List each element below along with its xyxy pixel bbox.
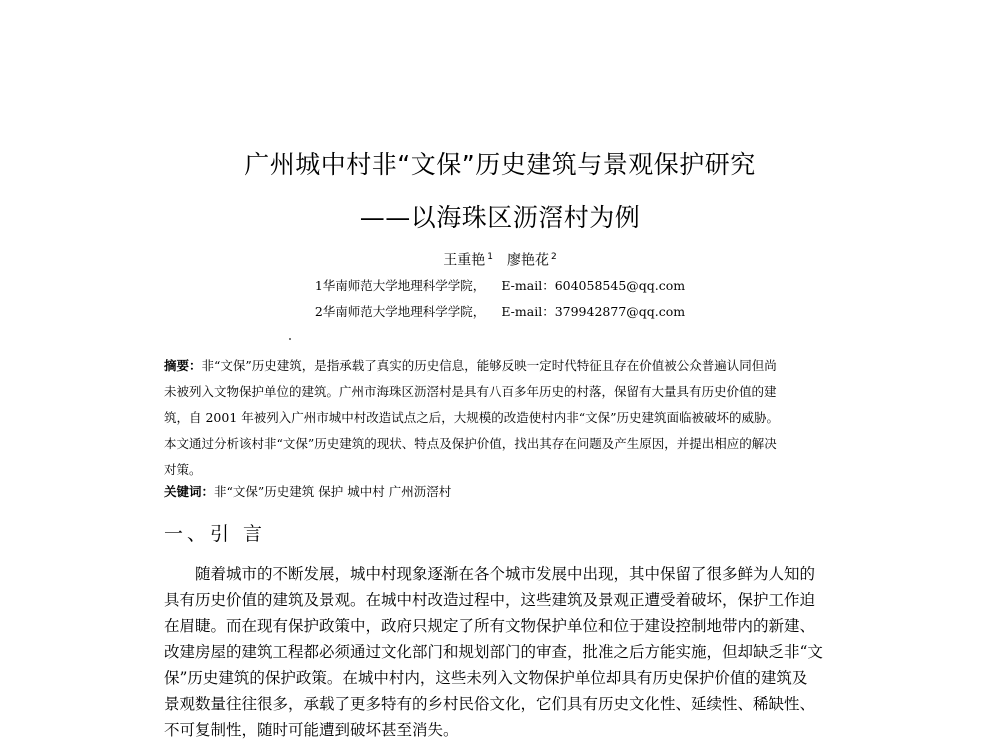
abstract-label: 摘要： [164,358,202,373]
affiliation-org: 2华南师范大学地理科学学院， [314,304,486,319]
abstract-line: 未被列入文物保护单位的建筑。广州市海珠区沥滘村是具有八百多年历史的村落，保留有大量具有历史价值的建 [164,384,777,399]
body-line: 不可复制性，随时可能遭到破坏甚至消失。 [164,721,459,739]
body-line: 在眉睫。而在现有保护政策中，政府只规定了所有文物保护单位和位于建设控制地带内的新建、 [164,617,816,635]
affiliation-2 [0,304,1000,320]
body-line: 改建房屋的建筑工程都必须通过文化部门和规划部门的审查，批准之后方能实施，但却缺乏非“文 [164,643,823,661]
abstract-line: 本文通过分析该村非“文保”历史建筑的现状、特点及保护价值，找出其存在问题及产生原因，并提出相应的解决 [164,436,777,451]
affiliation-email: E-mail：604058545@qq.com [501,278,686,293]
author-mark: 2 [551,252,557,262]
abstract [164,353,879,483]
section-body-introduction [164,561,879,743]
author-name: 廖艳花 [507,252,549,269]
keywords-text: 非“文保”历史建筑 保护 城中村 广州沥滘村 [214,484,452,499]
scan-speck [289,338,291,340]
paper-title: 广州城中村非“文保”历史建筑与景观保护研究 [244,150,756,179]
author-list [0,248,1000,270]
affiliation-org: 1华南师范大学地理科学学院， [314,278,486,293]
body-line: 随着城市的不断发展，城中村现象逐渐在各个城市发展中出现，其中保留了很多鲜为人知的 [195,565,816,583]
body-line: 景观数量往往很多，承载了更多特有的乡村民俗文化，它们具有历史文化性、延续性、稀缺性、 [164,695,816,713]
affiliation-email: E-mail：379942877@qq.com [501,304,686,319]
paper-subtitle: ——以海珠区沥滘村为例 [359,203,641,232]
author-name: 王重艳 [443,252,486,269]
abstract-line: 筑，自 2001 年被列入广州市城中村改造试点之后，大规模的改造使村内非“文保”历史建筑面临被破坏的威胁。 [164,410,780,425]
body-line: 保”历史建筑的保护政策。在城中村内，这些未列入文物保护单位却具有历史保护价值的建筑及 [164,669,808,687]
body-line: 具有历史价值的建筑及景观。在城中村改造过程中，这些建筑及景观正遭受着破坏，保护工作迫 [164,591,816,609]
section-heading-introduction: 一、引 言 [164,523,267,545]
abstract-line: 摘要：非“文保”历史建筑，是指承载了真实的历史信息，能够反映一定时代特征且存在价值被公众普遍认同但尚 [164,358,777,373]
affiliation-1 [0,278,1000,294]
keywords-label: 关键词： [164,484,215,499]
abstract-line: 对策。 [164,462,202,477]
author-mark: 1 [487,252,493,262]
keywords [164,483,451,501]
